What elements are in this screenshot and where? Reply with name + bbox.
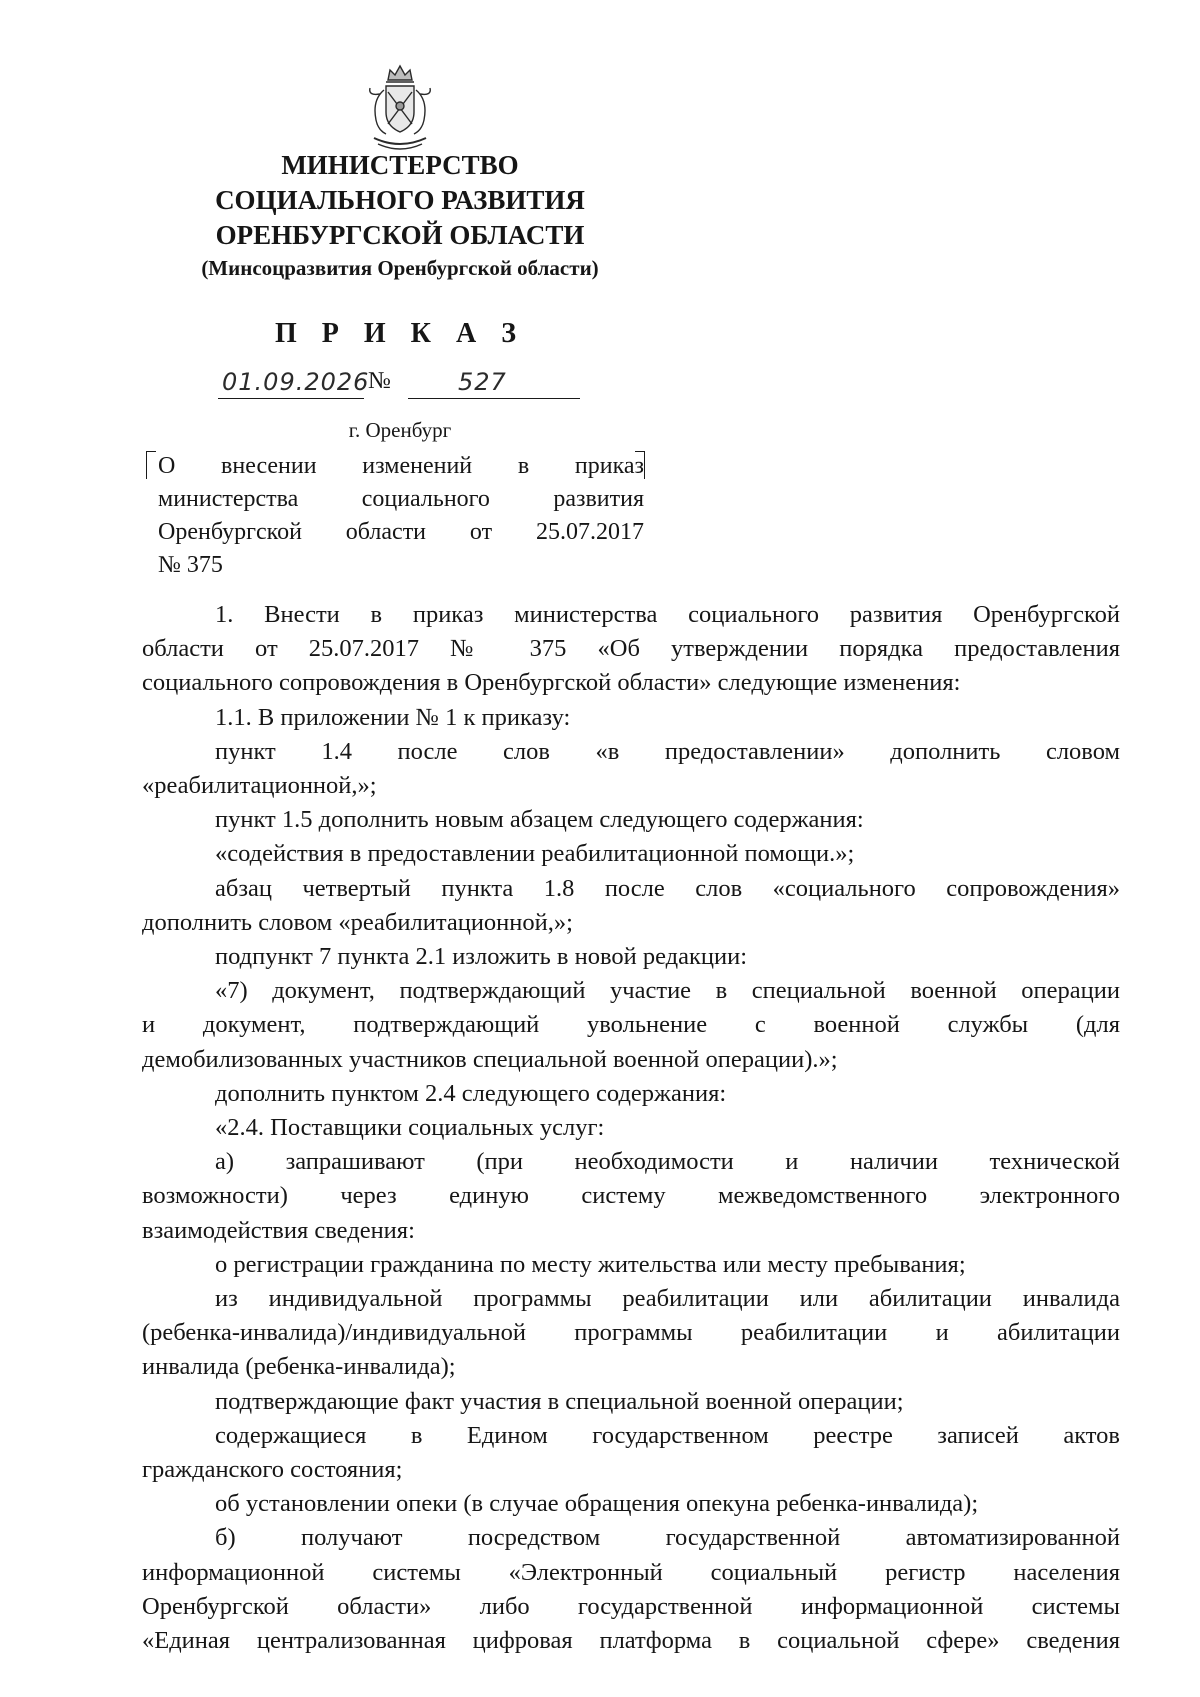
body-line: подпункт 7 пункта 2.1 изложить в новой редакции: <box>215 943 748 971</box>
body-line: о регистрации гражданина по месту жительства или месту пребывания; <box>215 1250 966 1278</box>
body-line: Оренбургской области» либо государственной информационной системы <box>142 1592 1120 1620</box>
body-line: взаимодействия сведения: <box>142 1216 415 1244</box>
body-line: «реабилитационной,»; <box>142 772 377 800</box>
order-title: П Р И К А З <box>275 318 525 349</box>
city-label: г. Оренбург <box>348 418 452 442</box>
body-line: пункт 1.4 после слов «в предоставлении» дополнить словом <box>215 737 1120 765</box>
body-line: гражданского состояния; <box>142 1456 403 1484</box>
body-line: демобилизованных участников специальной военной операции).»; <box>142 1045 838 1073</box>
coat-of-arms-emblem <box>360 60 440 155</box>
body-line: подтверждающие факт участия в специальной военной операции; <box>215 1387 904 1415</box>
order-body <box>142 598 1120 1658</box>
body-line: (ребенка-инвалида)/индивидуальной программы реабилитации и абилитации <box>142 1319 1120 1347</box>
order-date: 01.09.2026 <box>222 368 370 396</box>
subject-bracket-left <box>146 451 156 479</box>
org-name-line-3: ОРЕНБУРГСКОЙ ОБЛАСТИ <box>215 220 585 250</box>
body-line: дополнить пунктом 2.4 следующего содержания: <box>215 1079 727 1107</box>
org-name-line-2: СОЦИАЛЬНОГО РАЗВИТИЯ <box>215 185 585 215</box>
number-underline <box>408 398 580 399</box>
subject-line: № 375 <box>158 552 223 578</box>
subject-line: Оренбургской области от 25.07.2017 <box>158 519 644 545</box>
org-short-name: (Минсоцразвития Оренбургской области) <box>201 256 599 280</box>
body-line: области от 25.07.2017 № 375 «Об утверждении порядка предоставления <box>142 635 1120 663</box>
body-line: 1.1. В приложении № 1 к приказу: <box>215 703 571 731</box>
body-line: «содействия в предоставлении реабилитационной помощи.»; <box>215 840 855 868</box>
body-line: а) запрашивают (при необходимости и наличии технической <box>215 1148 1120 1176</box>
date-underline <box>218 398 364 399</box>
body-line: содержащиеся в Едином государственном реестре записей актов <box>215 1421 1120 1449</box>
body-line: информационной системы «Электронный социальный регистр населения <box>142 1558 1120 1586</box>
body-line: об установлении опеки (в случае обращения опекуна ребенка-инвалида); <box>215 1490 979 1518</box>
body-line: б) получают посредством государственной автоматизированной <box>215 1524 1120 1552</box>
body-line: пункт 1.5 дополнить новым абзацем следующего содержания: <box>215 806 864 834</box>
body-line: дополнить словом «реабилитационной,»; <box>142 908 573 936</box>
body-line: социального сопровождения в Оренбургской области» следующие изменения: <box>142 669 961 697</box>
body-line: абзац четвертый пункта 1.8 после слов «социального сопровождения» <box>215 874 1120 902</box>
body-line: «2.4. Поставщики социальных услуг: <box>215 1114 605 1142</box>
body-line: инвалида (ребенка-инвалида); <box>142 1353 456 1381</box>
order-number: 527 <box>458 368 507 396</box>
ministry-header <box>120 148 680 284</box>
body-line: возможности) через единую систему межведомственного электронного <box>142 1182 1120 1210</box>
order-subject <box>158 450 644 582</box>
body-line: «Единая централизованная цифровая платформа в социальной сфере» сведения <box>142 1627 1120 1655</box>
body-line: «7) документ, подтверждающий участие в специальной военной операции <box>215 977 1120 1005</box>
number-sign: № <box>368 368 391 394</box>
org-name-line-1: МИНИСТЕРСТВО <box>281 150 519 180</box>
body-line: 1. Внести в приказ министерства социального развития Оренбургской <box>215 601 1120 628</box>
subject-line: министерства социального развития <box>158 486 644 512</box>
body-line: и документ, подтверждающий увольнение с военной службы (для <box>142 1011 1120 1039</box>
subject-line: О внесении изменений в приказ <box>158 453 644 479</box>
body-line: из индивидуальной программы реабилитации или абилитации инвалида <box>215 1285 1120 1313</box>
